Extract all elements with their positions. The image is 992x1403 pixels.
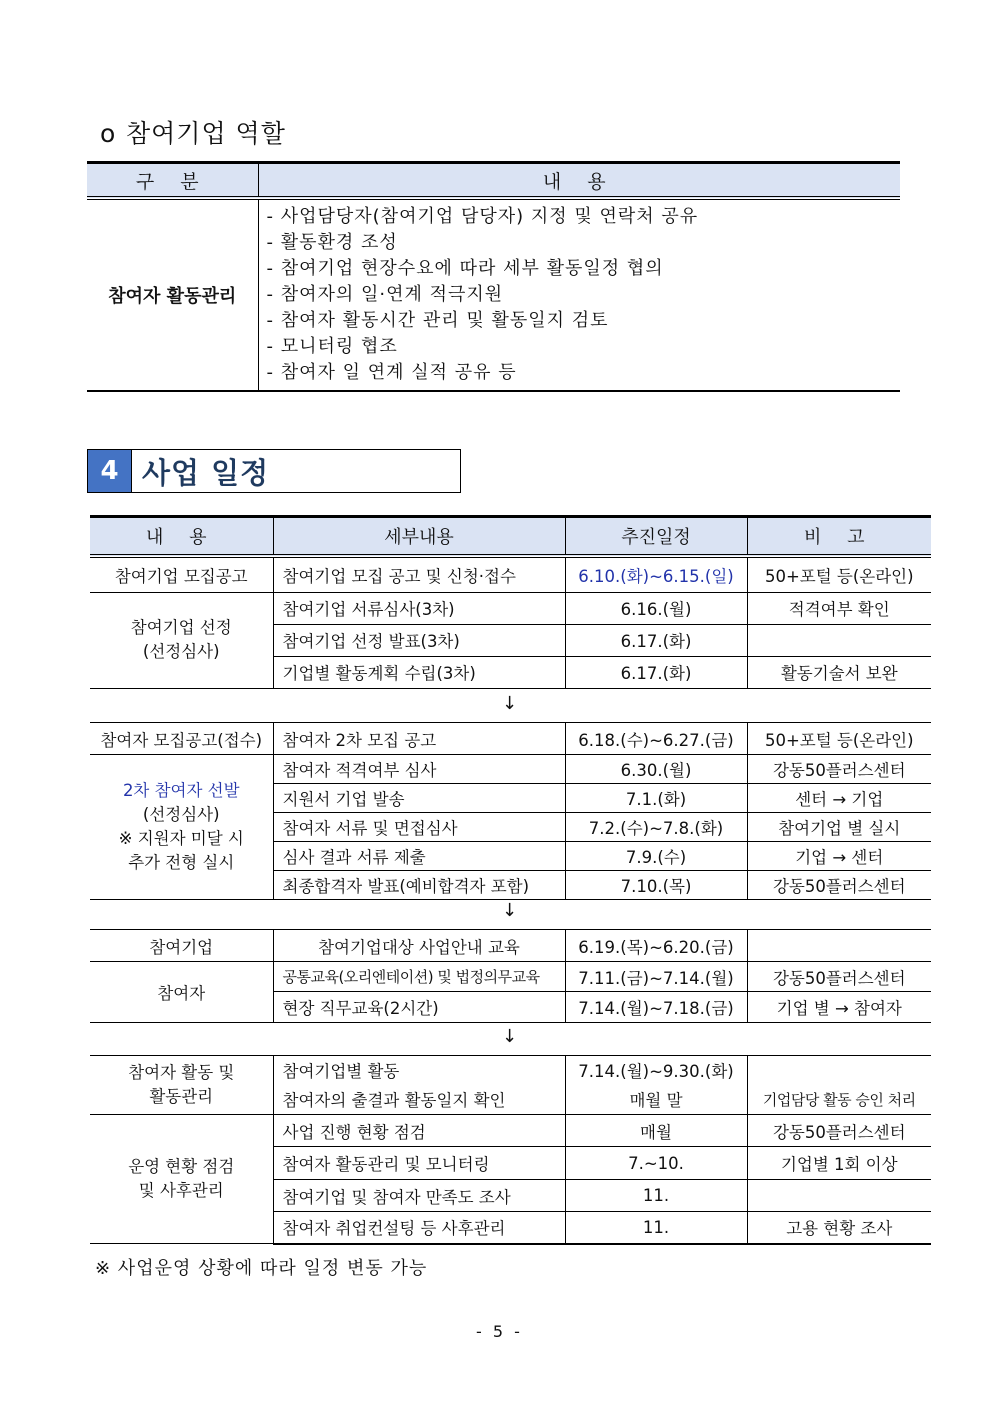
row-date: 7.14.(월)~7.18.(금) (565, 992, 747, 1023)
row-note: 강동50플러스센터 (747, 1115, 931, 1147)
row-detail: 참여기업대상 사업안내 교육 (273, 930, 565, 962)
table-row (90, 592, 931, 624)
row-date: 11. (565, 1212, 747, 1244)
schedule-table-block-1 (90, 515, 931, 689)
header-note: 비 고 (747, 517, 931, 557)
bullet-marker: o (100, 119, 117, 148)
row-detail: 참여기업별 활동 (273, 1056, 565, 1085)
row-category (90, 1056, 273, 1115)
row-detail: 현장 직무교육(2시간) (273, 992, 565, 1023)
schedule-header-row (90, 517, 931, 557)
row-note (747, 930, 931, 962)
role-item: - 사업담당자(참여기업 담당자) 지정 및 연락처 공유 (266, 206, 699, 227)
table-row (90, 755, 931, 784)
header-content: 내 용 (90, 517, 273, 557)
category-line: 운영 현황 점검 (128, 1157, 235, 1176)
category-line: 2차 참여자 선발 (122, 781, 240, 800)
row-note: 강동50플러스센터 (747, 755, 931, 784)
header-content: 내 용 (258, 163, 900, 199)
row-note: 고용 현황 조사 (747, 1212, 931, 1244)
row-date: 7.10.(목) (565, 871, 747, 900)
category-line: (선정심사) (142, 642, 220, 661)
down-arrow-icon: ↓ (502, 1026, 518, 1047)
role-item: - 참여자 일 연계 실적 공유 등 (266, 362, 517, 383)
row-note: 적격여부 확인 (747, 592, 931, 624)
role-item: - 모니터링 협조 (266, 336, 398, 357)
category-line: 추가 전형 실시 (128, 853, 235, 872)
section-heading (87, 449, 461, 493)
row-note: 50+포털 등(온라인) (747, 556, 931, 592)
row-detail: 참여자 서류 및 면접심사 (273, 813, 565, 842)
page-number: - 5 - (476, 1322, 523, 1341)
schedule-table-block-3 (90, 929, 931, 1023)
row-note: 강동50플러스센터 (747, 962, 931, 992)
row-detail: 참여기업 선정 발표(3차) (273, 624, 565, 656)
row-date: 6.10.(화)~6.15.(일) (565, 556, 747, 592)
category-line: 및 사후관리 (138, 1181, 224, 1200)
header-category: 구 분 (87, 163, 258, 199)
category-line: (선정심사) (142, 805, 220, 824)
section-title: 사업 일정 (142, 455, 270, 490)
table-row (90, 1056, 931, 1085)
row-date: 6.18.(수)~6.27.(금) (565, 723, 747, 755)
row-note: 참여기업 별 실시 (747, 813, 931, 842)
table-row (90, 556, 931, 592)
row-category (90, 592, 273, 688)
row-category (90, 1115, 273, 1244)
row-date: 매월 말 (565, 1085, 747, 1115)
row-detail: 참여기업 및 참여자 만족도 조사 (273, 1180, 565, 1212)
row-detail: 참여자 활동관리 및 모니터링 (273, 1147, 565, 1180)
row-note (747, 1056, 931, 1085)
row-detail: 참여기업 서류심사(3차) (273, 592, 565, 624)
row-category: 참여자 모집공고(접수) (90, 723, 273, 755)
table-row (90, 1115, 931, 1147)
row-date: 7.1.(화) (565, 784, 747, 813)
row-detail: 기업별 활동계획 수립(3차) (273, 656, 565, 688)
role-items (258, 198, 900, 391)
role-item: - 참여자 활동시간 관리 및 활동일지 검토 (266, 310, 609, 331)
role-item: - 참여자의 일·연계 적극지원 (266, 284, 504, 305)
row-note: 기업 → 센터 (747, 842, 931, 871)
down-arrow-icon: ↓ (502, 693, 518, 714)
footnote: ※ 사업운영 상황에 따라 일정 변동 가능 (95, 1258, 428, 1279)
row-detail: 지원서 기업 발송 (273, 784, 565, 813)
table-row (90, 930, 931, 962)
row-category (90, 755, 273, 900)
role-item: - 참여기업 현장수요에 따라 세부 활동일정 협의 (266, 258, 664, 279)
row-detail: 참여자 취업컨설팅 등 사후관리 (273, 1212, 565, 1244)
row-date: 7.~10. (565, 1147, 747, 1180)
row-note (747, 624, 931, 656)
category-line: ※ 지원자 미달 시 (118, 829, 244, 848)
row-note: 기업별 1회 이상 (747, 1147, 931, 1180)
row-date: 6.17.(화) (565, 624, 747, 656)
row-category: 참여기업 모집공고 (90, 556, 273, 592)
category-line: 참여기업 선정 (130, 618, 232, 637)
category-line: 활동관리 (149, 1087, 214, 1106)
row-date: 7.9.(수) (565, 842, 747, 871)
row-date: 6.30.(월) (565, 755, 747, 784)
row-date: 6.19.(목)~6.20.(금) (565, 930, 747, 962)
row-detail: 공통교육(오리엔테이션) 및 법정의무교육 (273, 962, 565, 992)
row-note: 기업담당 활동 승인 처리 (747, 1085, 931, 1115)
down-arrow-icon: ↓ (502, 900, 518, 921)
row-date: 11. (565, 1180, 747, 1212)
category-line: 참여자 활동 및 (128, 1063, 235, 1082)
row-detail: 참여자의 출결과 활동일지 확인 (273, 1085, 565, 1115)
schedule-table-block-4 (90, 1055, 931, 1245)
row-detail: 최종합격자 발표(예비합격자 포함) (273, 871, 565, 900)
row-detail: 심사 결과 서류 제출 (273, 842, 565, 871)
header-detail: 세부내용 (273, 517, 565, 557)
row-category: 참여자 (90, 962, 273, 1023)
row-category: 참여기업 (90, 930, 273, 962)
schedule-table-block-2 (90, 722, 931, 900)
row-detail: 참여기업 모집 공고 및 신청·접수 (273, 556, 565, 592)
row-date: 6.17.(화) (565, 656, 747, 688)
row-note (747, 1180, 931, 1212)
table-row (90, 962, 931, 992)
row-note: 기업 별 → 참여자 (747, 992, 931, 1023)
row-detail: 참여자 2차 모집 공고 (273, 723, 565, 755)
row-date: 7.2.(수)~7.8.(화) (565, 813, 747, 842)
row-note: 강동50플러스센터 (747, 871, 931, 900)
row-date: 매월 (565, 1115, 747, 1147)
role-category: 참여자 활동관리 (87, 198, 258, 391)
row-note: 50+포털 등(온라인) (747, 723, 931, 755)
row-date: 6.16.(월) (565, 592, 747, 624)
header-date: 추진일정 (565, 517, 747, 557)
row-detail: 참여자 적격여부 심사 (273, 755, 565, 784)
role-title-text: 참여기업 역할 (126, 119, 286, 148)
row-detail: 사업 진행 현황 점검 (273, 1115, 565, 1147)
role-table (87, 161, 900, 392)
role-item: - 활동환경 조성 (266, 232, 398, 253)
row-date: 7.11.(금)~7.14.(월) (565, 962, 747, 992)
row-note: 활동기술서 보완 (747, 656, 931, 688)
row-date: 7.14.(월)~9.30.(화) (565, 1056, 747, 1085)
section-number: 4 (88, 450, 132, 492)
role-section-title (100, 114, 286, 150)
table-row (90, 723, 931, 755)
row-note: 센터 → 기업 (747, 784, 931, 813)
